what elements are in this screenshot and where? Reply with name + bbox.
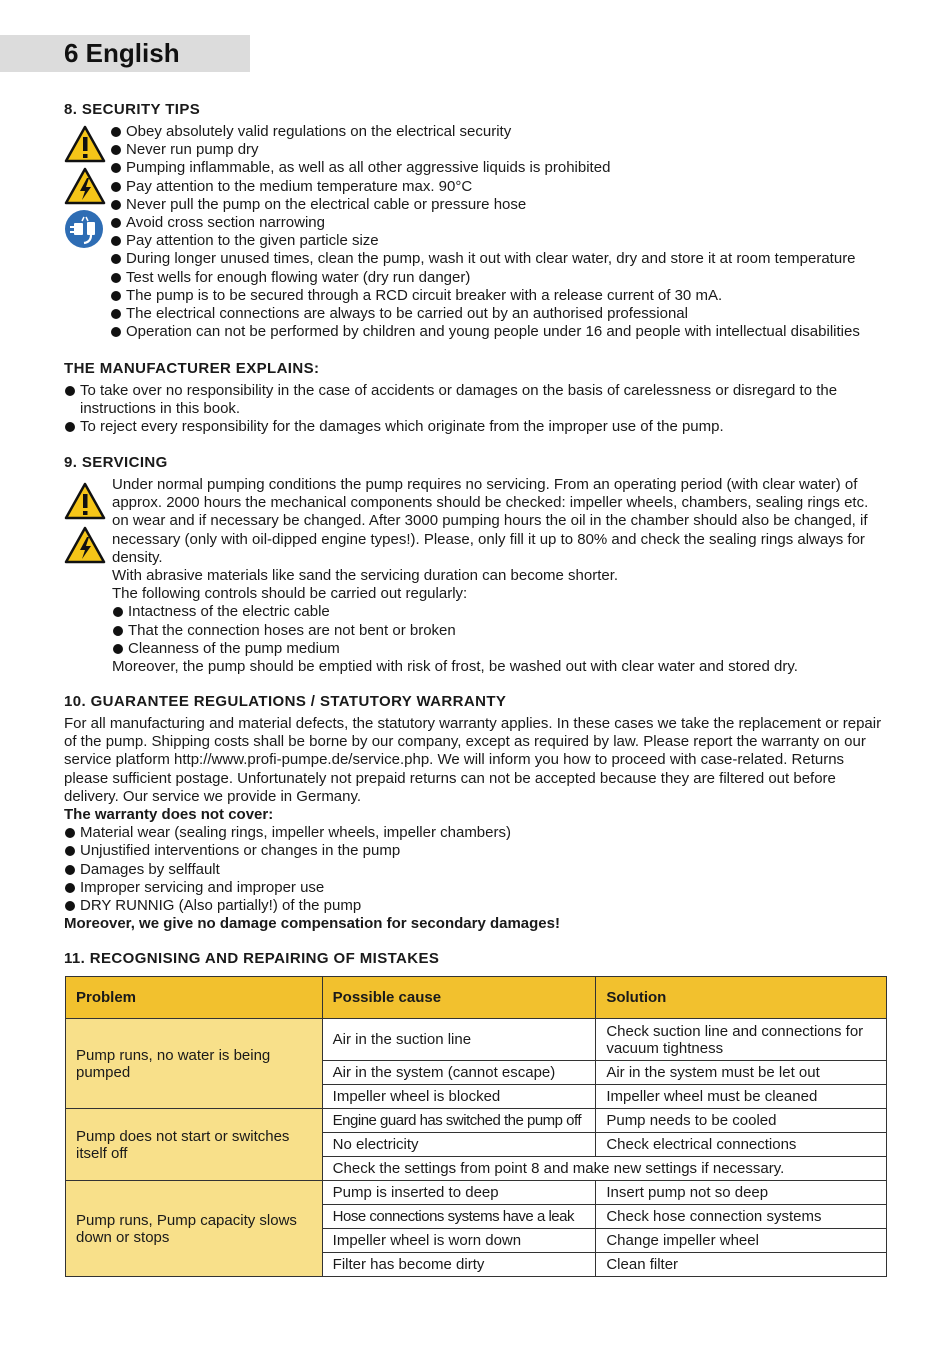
page-title: 6 English	[64, 38, 180, 68]
list-item: That the connection hoses are not bent or broken	[112, 622, 886, 640]
servicing-paragraph: Under normal pumping conditions the pump requires no servicing. From an operating period (with clear water) of approx. 2000 hours the mechanical components should be checked: impeller wheels, chambers, sealing rings etc. on wear and if necessary be changed. After 3000 pumping hours the oil in the chamber should also be changed, if necessary (only with oil-dipped engine types!). Please, only fill it up to 80% and check the sealing rings always for density.	[112, 476, 869, 566]
warranty-exclusions-list	[64, 824, 890, 915]
solution-cell: Clean filter	[596, 1253, 887, 1277]
solution-cell: Insert pump not so deep	[596, 1181, 887, 1205]
list-item: To reject every responsibility for the damages which originate from the improper use of the pump.	[64, 418, 886, 436]
list-item: Operation can not be performed by children and young people under 16 and people with intellectual disabilities	[110, 323, 894, 341]
solution-cell: Pump needs to be cooled	[596, 1109, 887, 1133]
security-icons	[64, 125, 108, 251]
cause-cell: Impeller wheel is blocked	[322, 1085, 596, 1109]
warning-exclamation-icon	[64, 482, 106, 520]
servicing-icons	[64, 482, 108, 564]
solution-cell: Air in the system must be let out	[596, 1061, 887, 1085]
solution-cell: Impeller wheel must be cleaned	[596, 1085, 887, 1109]
guarantee-section	[64, 693, 890, 933]
manufacturer-title: THE MANUFACTURER EXPLAINS:	[64, 360, 320, 377]
column-header: Possible cause	[322, 977, 596, 1019]
warning-exclamation-icon	[64, 125, 106, 163]
servicing-list	[112, 603, 886, 658]
servicing-paragraph: The following controls should be carried out regularly:	[112, 585, 468, 603]
list-item: Obey absolutely valid regulations on the electrical security	[110, 123, 894, 141]
security-list	[110, 123, 894, 341]
list-item: Pumping inflammable, as well as all other aggressive liquids is prohibited	[110, 159, 894, 177]
table-row	[66, 1181, 887, 1205]
guarantee-title: 10. GUARANTEE REGULATIONS / STATUTORY WARRANTY	[64, 693, 507, 710]
table-header-row	[66, 977, 887, 1019]
problem-cell: Pump runs, Pump capacity slows down or stops	[66, 1181, 323, 1277]
cause-cell: Air in the suction line	[322, 1019, 596, 1061]
list-item: Never run pump dry	[110, 141, 894, 159]
list-item: Unjustified interventions or changes in the pump	[64, 842, 890, 860]
cause-cell: Engine guard has switched the pump off	[322, 1109, 596, 1133]
list-item: Test wells for enough flowing water (dry run danger)	[110, 269, 894, 287]
list-item: Never pull the pump on the electrical cable or pressure hose	[110, 196, 894, 214]
full-width-cell: Check the settings from point 8 and make new settings if necessary.	[322, 1157, 886, 1181]
list-item: To take over no responsibility in the case of accidents or damages on the basis of carelessness or disregard to the instructions in this book.	[64, 382, 886, 418]
column-header: Solution	[596, 977, 887, 1019]
mistakes-section	[64, 950, 886, 968]
table-row	[66, 1109, 887, 1133]
cause-cell: Pump is inserted to deep	[322, 1181, 596, 1205]
servicing-section	[64, 454, 886, 676]
list-item: Damages by selffault	[64, 861, 890, 879]
servicing-paragraph: With abrasive materials like sand the servicing duration can become shorter.	[112, 567, 619, 585]
electric-hazard-icon	[64, 167, 106, 205]
unplug-mandatory-icon	[64, 209, 106, 251]
warranty-not-cover-title: The warranty does not cover:	[64, 806, 274, 824]
solution-cell: Check hose connection systems	[596, 1205, 887, 1229]
problem-cell: Pump runs, no water is being pumped	[66, 1019, 323, 1109]
guarantee-closing: Moreover, we give no damage compensation for secondary damages!	[64, 915, 560, 933]
list-item: During longer unused times, clean the pump, wash it out with clear water, dry and store it at room temperature	[110, 250, 894, 268]
table-row	[66, 1019, 887, 1061]
servicing-title: 9. SERVICING	[64, 454, 168, 471]
list-item: Improper servicing and improper use	[64, 879, 890, 897]
cause-cell: Air in the system (cannot escape)	[322, 1061, 596, 1085]
list-item: Intactness of the electric cable	[112, 603, 886, 621]
list-item: Avoid cross section narrowing	[110, 214, 894, 232]
list-item: Material wear (sealing rings, impeller wheels, impeller chambers)	[64, 824, 890, 842]
list-item: DRY RUNNIG (Also partially!) of the pump	[64, 897, 890, 915]
problem-cell: Pump does not start or switches itself off	[66, 1109, 323, 1181]
cause-cell: Filter has become dirty	[322, 1253, 596, 1277]
solution-cell: Check suction line and connections for vacuum tightness	[596, 1019, 887, 1061]
list-item: Pay attention to the given particle size	[110, 232, 894, 250]
list-item: Cleanness of the pump medium	[112, 640, 886, 658]
cause-cell: No electricity	[322, 1133, 596, 1157]
cause-cell: Hose connections systems have a leak	[322, 1205, 596, 1229]
guarantee-paragraph: For all manufacturing and material defects, the statutory warranty applies. In these cases we take the replacement or repair of the pump. Shipping costs shall be borne by our company, except as required by law. Please report the warranty on our service platform http://www.profi-pumpe.de/service.php. We will inform you how to proceed with case-related. Returns please sufficient postage. Unfortunately not prepaid returns can not be accepted because they are filtered out before delivery. Our service we provide in Germany.	[64, 715, 882, 805]
electric-hazard-icon	[64, 526, 106, 564]
column-header: Problem	[66, 977, 323, 1019]
security-title: 8. SECURITY TIPS	[64, 101, 201, 118]
mistakes-title: 11. RECOGNISING AND REPAIRING OF MISTAKES	[64, 950, 440, 967]
solution-cell: Check electrical connections	[596, 1133, 887, 1157]
servicing-paragraph: Moreover, the pump should be emptied with risk of frost, be washed out with clear water and stored dry.	[112, 658, 798, 676]
mistakes-table	[65, 976, 887, 1277]
solution-cell: Change impeller wheel	[596, 1229, 887, 1253]
security-section	[64, 101, 894, 341]
cause-cell: Impeller wheel is worn down	[322, 1229, 596, 1253]
manufacturer-section	[64, 360, 886, 437]
list-item: The pump is to be secured through a RCD circuit breaker with a release current of 30 mA.	[110, 287, 894, 305]
manufacturer-list	[64, 382, 886, 437]
list-item: Pay attention to the medium temperature max. 90°C	[110, 178, 894, 196]
list-item: The electrical connections are always to be carried out by an authorised professional	[110, 305, 894, 323]
